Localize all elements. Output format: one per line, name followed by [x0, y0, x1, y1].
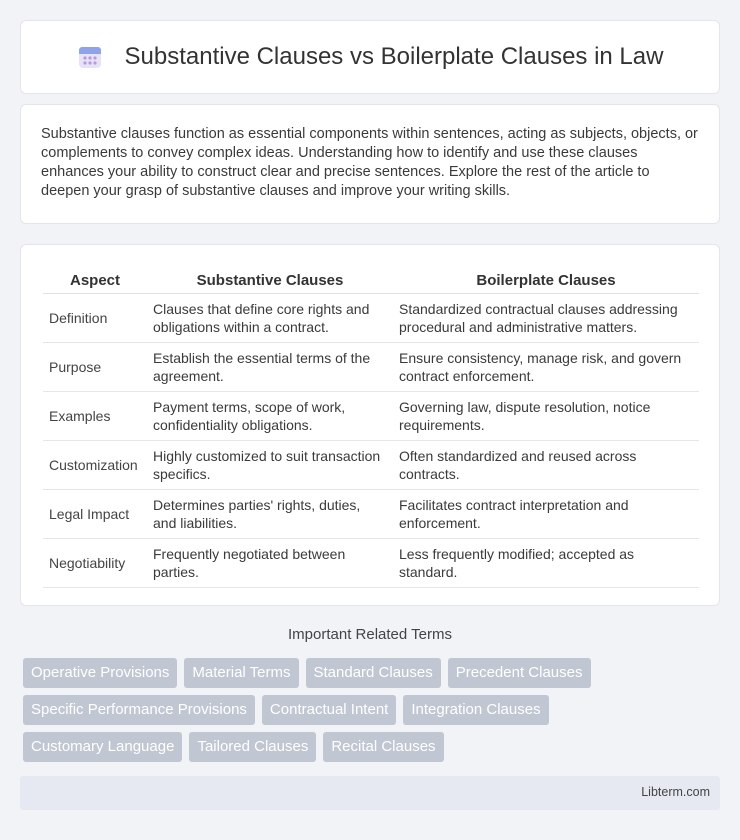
tag-row — [23, 658, 723, 688]
column-header-aspect: Aspect — [43, 263, 147, 293]
table-row — [43, 342, 699, 391]
aspect-cell: Purpose — [43, 342, 147, 391]
intro-text: Substantive clauses function as essential components within sentences, acting as subjects, objects, or complements to convey complex ideas. Understanding how to identify and use these clauses enhances your ability to construct clear and precise sentences. Explore the rest of the article to deepen your grasp of substantive clauses and improve your writing skills. — [41, 126, 698, 199]
substantive-cell: Establish the essential terms of the agreement. — [147, 342, 393, 391]
comparison-table — [43, 263, 699, 588]
substantive-cell: Highly customized to suit transaction specifics. — [147, 440, 393, 489]
aspect-cell: Examples — [43, 391, 147, 440]
tag-row — [23, 732, 723, 762]
substantive-cell: Determines parties' rights, duties, and liabilities. — [147, 489, 393, 538]
aspect-cell: Negotiability — [43, 538, 147, 587]
table-header-row — [43, 263, 699, 293]
boilerplate-cell: Ensure consistency, manage risk, and govern contract enforcement. — [393, 342, 699, 391]
related-term-tag[interactable]: Integration Clauses — [403, 695, 548, 725]
tag-row — [23, 695, 723, 725]
substantive-cell: Clauses that define core rights and obligations within a contract. — [147, 293, 393, 342]
boilerplate-cell: Less frequently modified; accepted as standard. — [393, 538, 699, 587]
related-term-tag[interactable]: Precedent Clauses — [448, 658, 591, 688]
footer-site-link[interactable]: Libterm.com — [641, 785, 710, 799]
column-header-substantive: Substantive Clauses — [147, 263, 393, 293]
table-row — [43, 489, 699, 538]
related-terms-list — [23, 658, 723, 769]
substantive-cell: Payment terms, scope of work, confidentiality obligations. — [147, 391, 393, 440]
related-term-tag[interactable]: Contractual Intent — [262, 695, 396, 725]
related-term-tag[interactable]: Standard Clauses — [306, 658, 441, 688]
substantive-cell: Frequently negotiated between parties. — [147, 538, 393, 587]
table-row — [43, 293, 699, 342]
boilerplate-cell: Standardized contractual clauses addressing procedural and administrative matters. — [393, 293, 699, 342]
boilerplate-cell: Often standardized and reused across contracts. — [393, 440, 699, 489]
related-term-tag[interactable]: Material Terms — [184, 658, 298, 688]
table-row — [43, 440, 699, 489]
page-title: Substantive Clauses vs Boilerplate Clauses in Law — [124, 43, 664, 70]
column-header-boilerplate: Boilerplate Clauses — [393, 263, 699, 293]
aspect-cell: Definition — [43, 293, 147, 342]
table-row — [43, 391, 699, 440]
boilerplate-cell: Facilitates contract interpretation and enforcement. — [393, 489, 699, 538]
related-term-tag[interactable]: Tailored Clauses — [189, 732, 316, 762]
related-term-tag[interactable]: Recital Clauses — [323, 732, 443, 762]
related-term-tag[interactable]: Specific Performance Provisions — [23, 695, 255, 725]
comparison-card — [20, 244, 720, 606]
header-card — [20, 20, 720, 94]
aspect-cell: Legal Impact — [43, 489, 147, 538]
related-terms-heading: Important Related Terms — [288, 626, 452, 643]
calendar-icon — [77, 44, 103, 70]
related-term-tag[interactable]: Customary Language — [23, 732, 182, 762]
related-term-tag[interactable]: Operative Provisions — [23, 658, 177, 688]
boilerplate-cell: Governing law, dispute resolution, notice requirements. — [393, 391, 699, 440]
intro-card — [20, 104, 720, 224]
footer — [20, 776, 720, 810]
aspect-cell: Customization — [43, 440, 147, 489]
table-row — [43, 538, 699, 587]
